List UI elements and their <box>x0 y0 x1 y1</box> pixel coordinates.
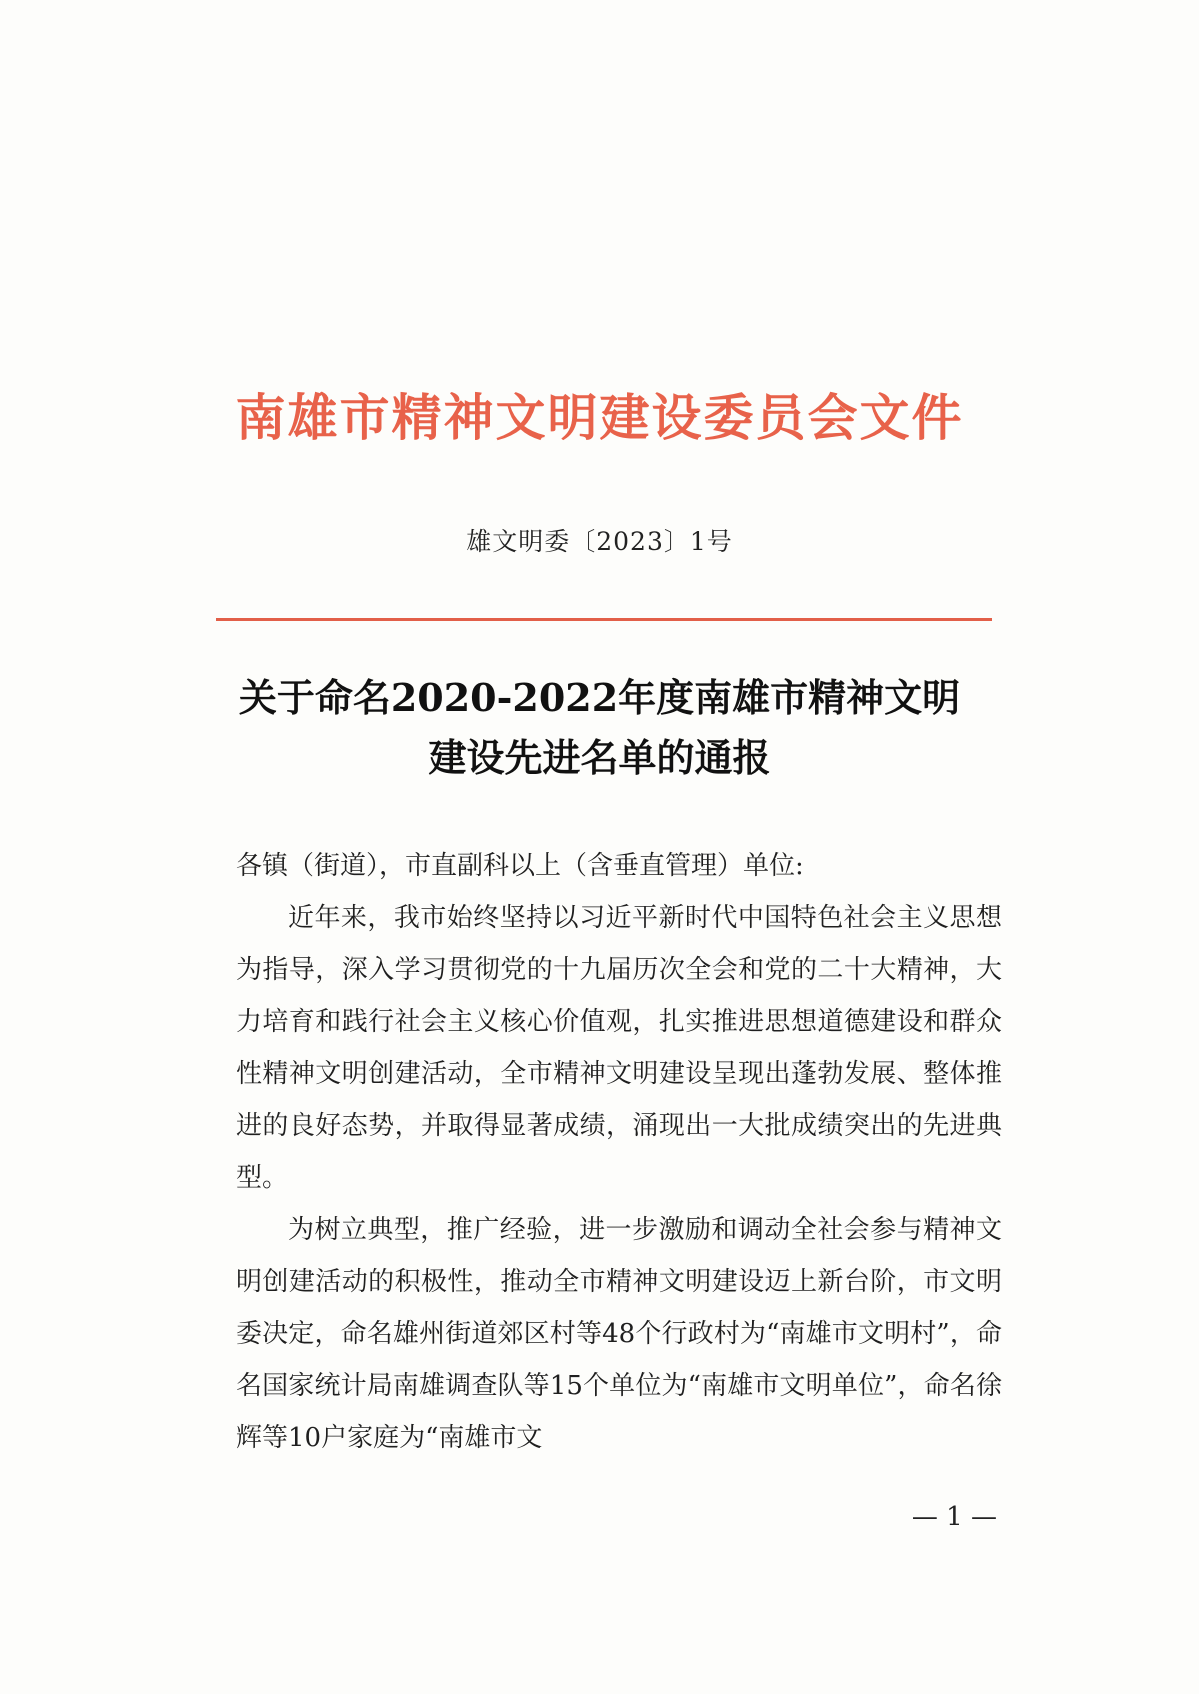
title-line-2: 建设先进名单的通报 <box>428 735 771 780</box>
page-number: — 1 — <box>911 1502 997 1532</box>
header-divider <box>216 618 992 621</box>
paragraph-2: 为树立典型，推广经验，进一步激励和调动全社会参与精神文明创建活动的积极性，推动全市精神文明建设迈上新台阶，市文明委决定，命名雄州街道郊区村等48个行政村为“南雄市文明村”，命名国家统计局南雄调查队等15个单位为“南雄市文明单位”，命名徐辉等10户家庭为“南雄市文 <box>236 1215 1002 1453</box>
document-title <box>0 668 1199 788</box>
org-header: 南雄市精神文明建设委员会文件 <box>235 388 964 447</box>
addressee: 各镇（街道），市直副科以上（含垂直管理）单位: <box>236 851 804 881</box>
title-line-1: 关于命名2020-2022年度南雄市精神文明 <box>238 675 961 720</box>
paragraph-1: 近年来，我市始终坚持以习近平新时代中国特色社会主义思想为指导，深入学习贯彻党的十九届历次全会和党的二十大精神，大力培育和践行社会主义核心价值观，扎实推进思想道德建设和群众性精神文明创建活动，全市精神文明建设呈现出蓬勃发展、整体推进的良好态势，并取得显著成绩，涌现出一大批成绩突出的先进典型。 <box>236 903 1002 1193</box>
document-body <box>236 840 1002 1464</box>
doc-number: 雄文明委〔2023〕1号 <box>466 527 733 556</box>
